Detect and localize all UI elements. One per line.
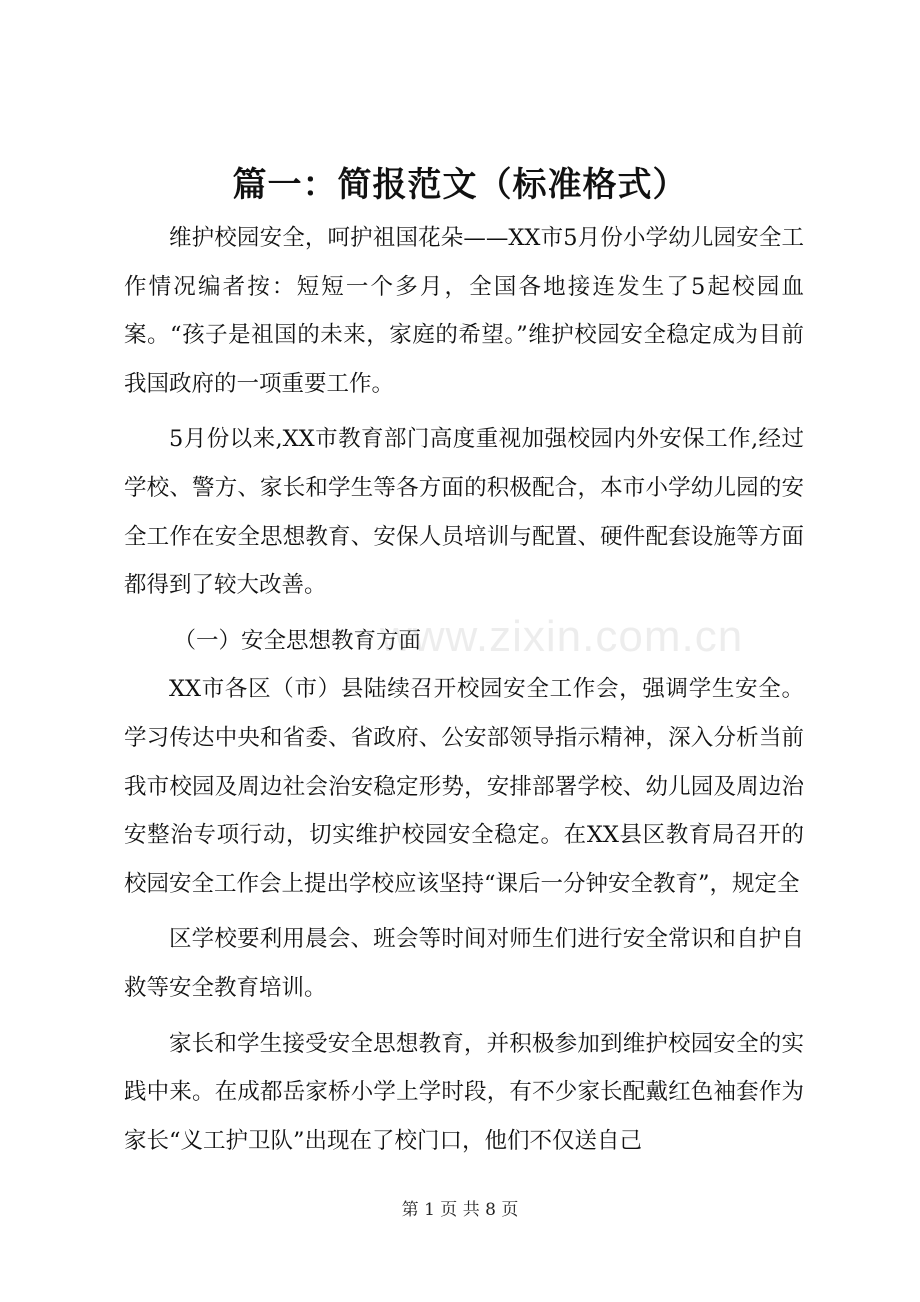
section-heading: （一）安全思想教育方面	[173, 627, 422, 654]
paragraph-parents-students: 家长和学生接受安全思想教育，并积极参加到维护校园安全的实践中来。在成都岳家桥小学上学时段，有不少家长配戴红色袖套作为家长“义工护卫队”出现在了校门口，他们不仅送自己	[124, 1030, 804, 1154]
page-footer: 第 1 页 共 8 页	[401, 1200, 519, 1220]
paragraph-overview: 5月份以来,XX市教育部门高度重视加强校园内外安保工作,经过学校、警方、家长和学生等各方面的积极配合，本市小学幼儿园的安全工作在安全思想教育、安保人员培训与配置、硬件配套设施等方面都得到了较大改善。	[124, 426, 804, 599]
document-title: 篇一：简报范文（标准格式）	[232, 165, 688, 205]
paragraph-safety-meetings: XX市各区（市）县陆续召开校园安全工作会，强调学生安全。学习传达中央和省委、省政府、公安部领导指示精神，深入分析当前我市校园及周边社会治安稳定形势，安排部署学校、幼儿园及周边治安整治专项行动，切实维护校园安全稳定。在XX县区教育局召开的校园安全工作会上提出学校应该坚持“课后一分钟安全教育”，规定全	[124, 676, 804, 897]
paragraph-intro: 维护校园安全，呵护祖国花朵——XX市5月份小学幼儿园安全工作情况编者按：短短一个多月，全国各地接连发生了5起校园血案。“孩子是祖国的未来，家庭的希望。”维护校园安全稳定成为目前我国政府的一项重要工作。	[124, 225, 804, 397]
document-body	[124, 214, 804, 1165]
paragraph-school-training: 区学校要利用晨会、班会等时间对师生们进行安全常识和自护自救等安全教育培训。	[124, 926, 804, 1001]
watermark: www.zixin.com.cn	[380, 612, 744, 661]
